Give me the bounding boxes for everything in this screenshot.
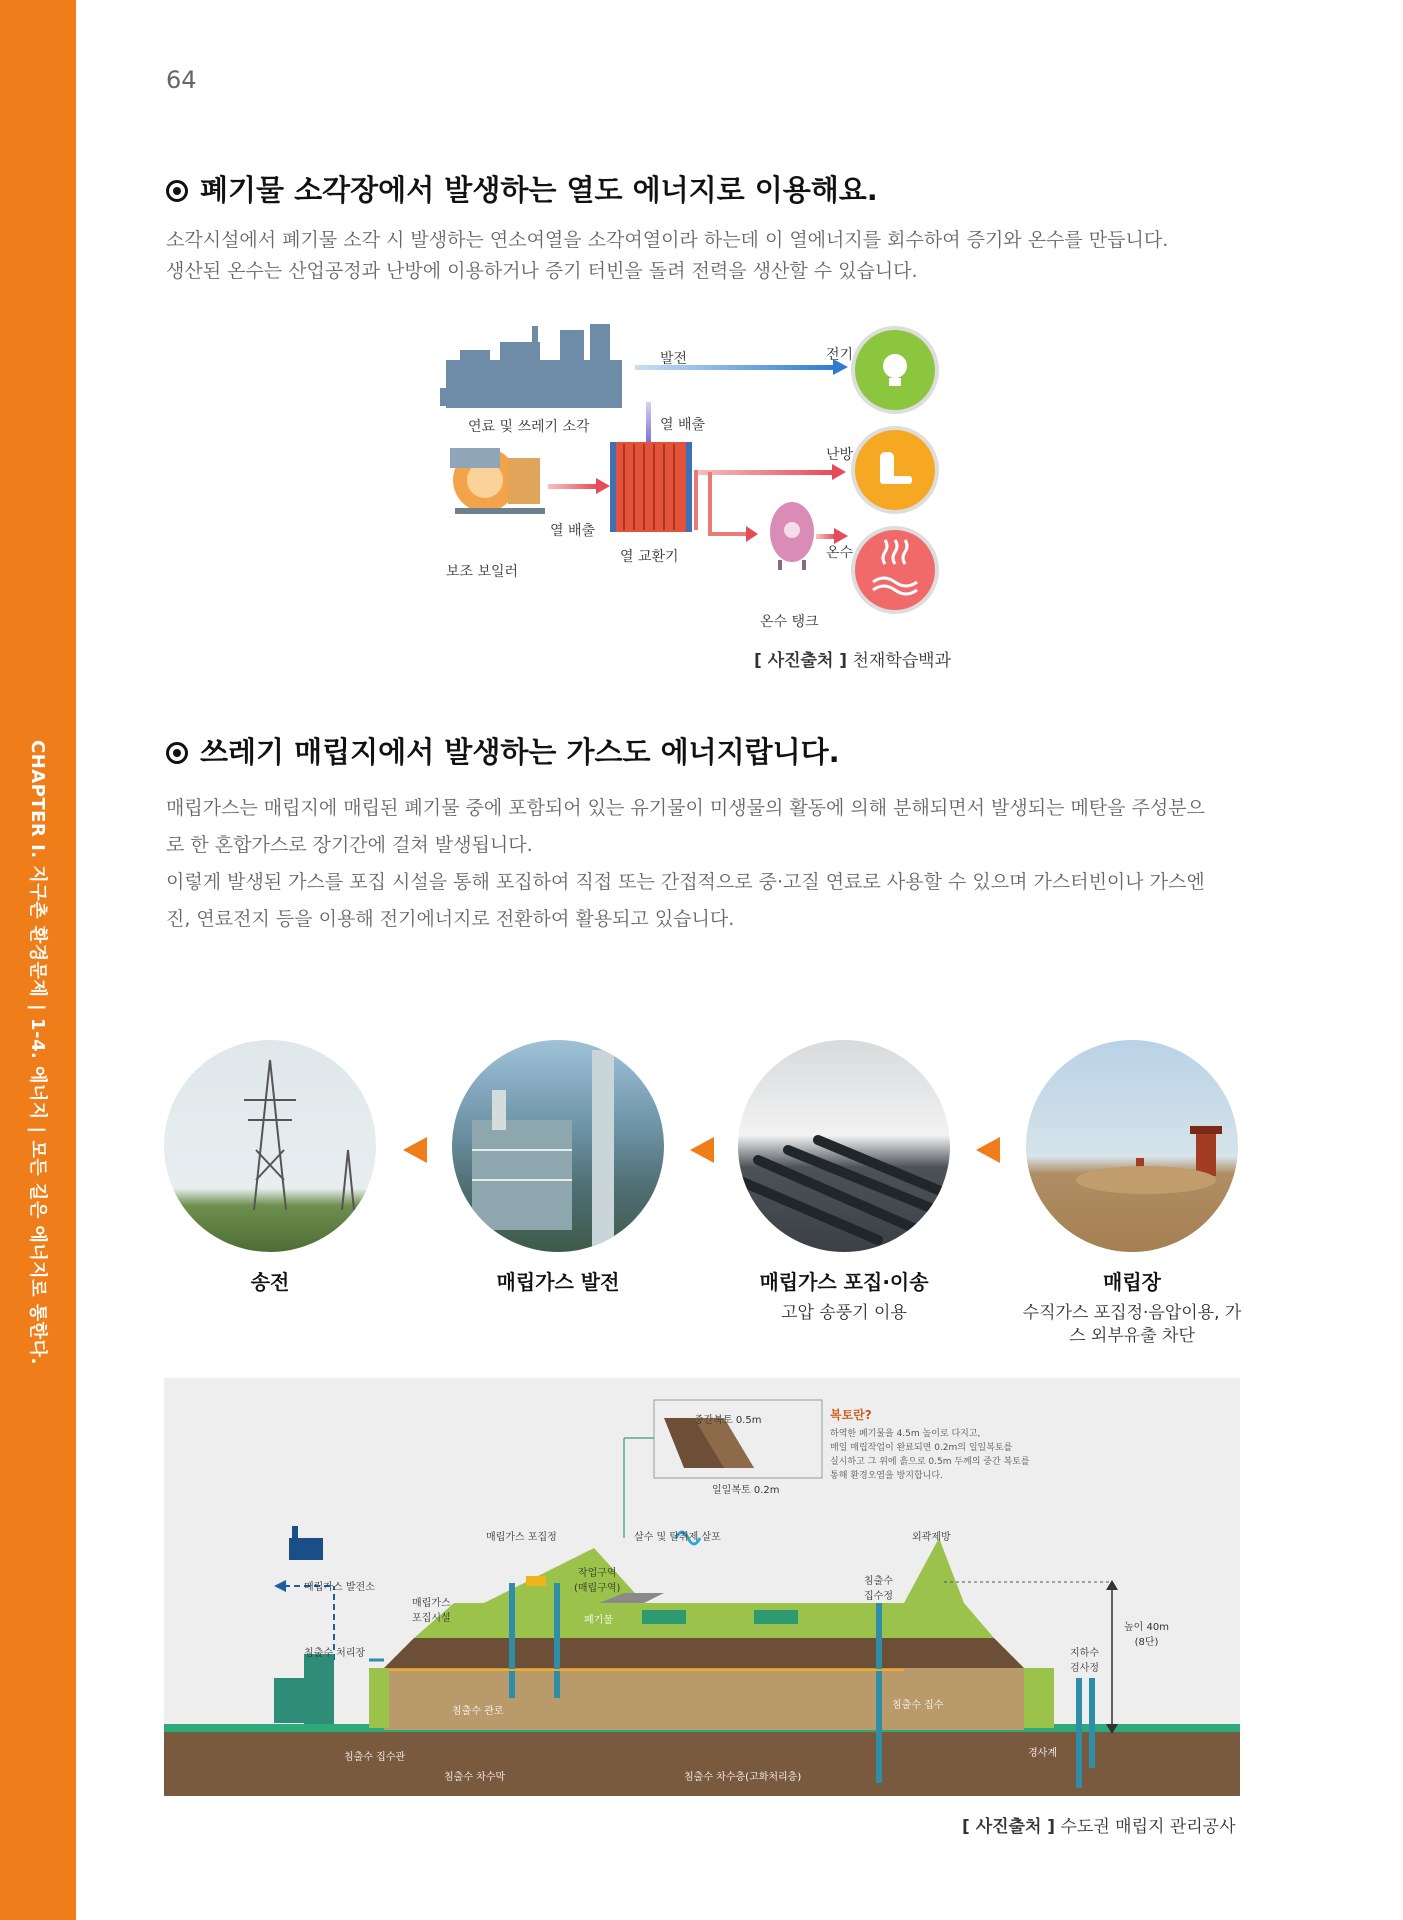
transmission-photo — [164, 1040, 376, 1252]
process-sub-4: 수직가스 포집정·음압이용, 가스 외부유출 차단 — [1022, 1303, 1242, 1346]
gas-collection-photo — [738, 1040, 950, 1252]
cover-desc-line: 매일 매립작업이 완료되면 0.2m의 일일복토를 — [830, 1443, 1013, 1453]
target-bullet-icon — [166, 180, 188, 202]
landfill-cross-section — [164, 1378, 1240, 1796]
work-zone-label: 작업구역 (매립구역) — [574, 1568, 621, 1594]
target-bullet-icon — [166, 742, 188, 764]
electricity-icon — [853, 328, 937, 412]
cover-bottom-label: 일일복토 0.2m — [712, 1485, 780, 1496]
barrier-label: 침출수 차수층(고화처리층) — [684, 1772, 802, 1783]
process-sub-3: 고압 송풍기 이용 — [781, 1303, 907, 1323]
process-title-1: 송전 — [250, 1270, 290, 1294]
electricity-label: 전기 — [826, 347, 854, 363]
cutoff-wall-label: 침출수 차수막 — [444, 1772, 506, 1783]
heat-exchanger-icon — [610, 442, 692, 532]
cover-top-label: 중간복토 0.5m — [694, 1415, 762, 1426]
incinerator-plant-icon — [440, 324, 622, 408]
heat-exchanger-label: 열 교환기 — [620, 549, 679, 565]
hot-water-tank-icon — [770, 502, 814, 570]
cover-desc-line: 하역한 폐기물을 4.5m 높이로 다지고, — [830, 1429, 981, 1439]
flow-arrow-icon — [976, 1137, 1000, 1163]
leachate-collect-label: 침출수 집수 — [892, 1700, 944, 1711]
landfill-site-photo — [1026, 1040, 1238, 1252]
section2-title: 쓰레기 매립지에서 발생하는 가스도 에너지랍니다. — [166, 730, 840, 771]
leachate-pipe-label: 침출수 관로 — [452, 1706, 504, 1717]
leachate-main-label: 침출수 집수관 — [344, 1752, 406, 1763]
heating-icon — [853, 428, 937, 512]
slope-meter-label: 경사계 — [1028, 1748, 1057, 1759]
page-number: 64 — [166, 66, 197, 94]
outer-embankment-label: 외곽제방 — [912, 1532, 951, 1543]
waste-label: 폐기물 — [584, 1615, 613, 1626]
landfill-gas-plant-photo — [452, 1040, 664, 1252]
flow-arrow-icon — [403, 1137, 427, 1163]
power-plant-label: 매립가스 발전소 — [304, 1582, 375, 1593]
hot-water-label: 온수 — [826, 545, 854, 561]
boiler-label: 보조 보일러 — [446, 564, 519, 580]
hot-water-icon — [853, 528, 937, 612]
leachate-well-label: 침출수 집수정 — [864, 1576, 893, 1602]
groundwater-label: 지하수 검사정 — [1070, 1648, 1099, 1674]
height-label: 높이 40m (8단) — [1124, 1622, 1169, 1648]
generation-label: 발전 — [660, 351, 688, 367]
cover-question: 복토란? — [830, 1408, 872, 1422]
section1-title: 폐기물 소각장에서 발생하는 열도 에너지로 이용해요. — [166, 168, 878, 209]
process-title-4: 매립장 — [1103, 1270, 1161, 1294]
tank-label: 온수 탱크 — [760, 614, 819, 630]
spray-label: 살수 및 탈취제 살포 — [634, 1532, 721, 1543]
cover-desc-line: 통해 환경오염을 방지합니다. — [830, 1471, 943, 1481]
incinerator-label: 연료 및 쓰레기 소각 — [468, 419, 590, 435]
leachate-plant-label: 침출수 처리장 — [304, 1648, 366, 1659]
section2-caption: [ 사진출처 ] 수도권 매립지 관리공사 — [962, 1817, 1236, 1837]
section1-paragraph: 소각시설에서 폐기물 소각 시 발생하는 연소여열을 소각여열이라 하는데 이 열에너지를 회수하여 증기와 온수를 만듭니다. 생산된 온수는 산업공정과 난방에 이용하거나 증기 터빈을 돌려 전력을 생산할 수 있습니다. — [166, 229, 1169, 282]
process-title-3: 매립가스 포집·이송 — [759, 1270, 929, 1294]
cover-desc-line: 실시하고 그 위에 흙으로 0.5m 두께의 중간 복토를 — [830, 1457, 1030, 1467]
process-title-2: 매립가스 발전 — [496, 1270, 620, 1294]
heat-out-label-1: 열 배출 — [660, 417, 706, 433]
chapter-sidebar-text: CHAPTER I. 지구촌 환경문제 | 1-4. 에너지 | 모든 길은 에너지로 통한다. — [27, 740, 48, 1365]
gas-well-label: 매립가스 포집정 — [486, 1532, 557, 1543]
auxiliary-boiler-icon — [450, 448, 545, 514]
flow-arrow-icon — [690, 1137, 714, 1163]
incineration-diagram — [440, 320, 970, 620]
heat-out-label-2: 열 배출 — [550, 523, 596, 539]
gas-facility-label: 매립가스 포집시설 — [412, 1598, 451, 1624]
section1-caption: [ 사진출처 ] 천재학습백과 — [754, 651, 952, 671]
section2-paragraph: 매립가스는 매립지에 매립된 폐기물 중에 포함되어 있는 유기물이 미생물의 활동에 의해 분해되면서 발생되는 메탄을 주성분으 로 한 혼합가스로 장기간에 걸쳐 발생됩니다. 이렇게 발생된 가스를 포집 시설을 통해 포집하여 직접 또는 간접적으로 중·고질 연료로 사용할 수 있으며 가스터빈이나 가스엔 진, 연료전지 등을 이용해 전기에너지로 전환하여 활용되고 있습니다. — [166, 797, 1205, 930]
heating-label: 난방 — [826, 447, 854, 463]
